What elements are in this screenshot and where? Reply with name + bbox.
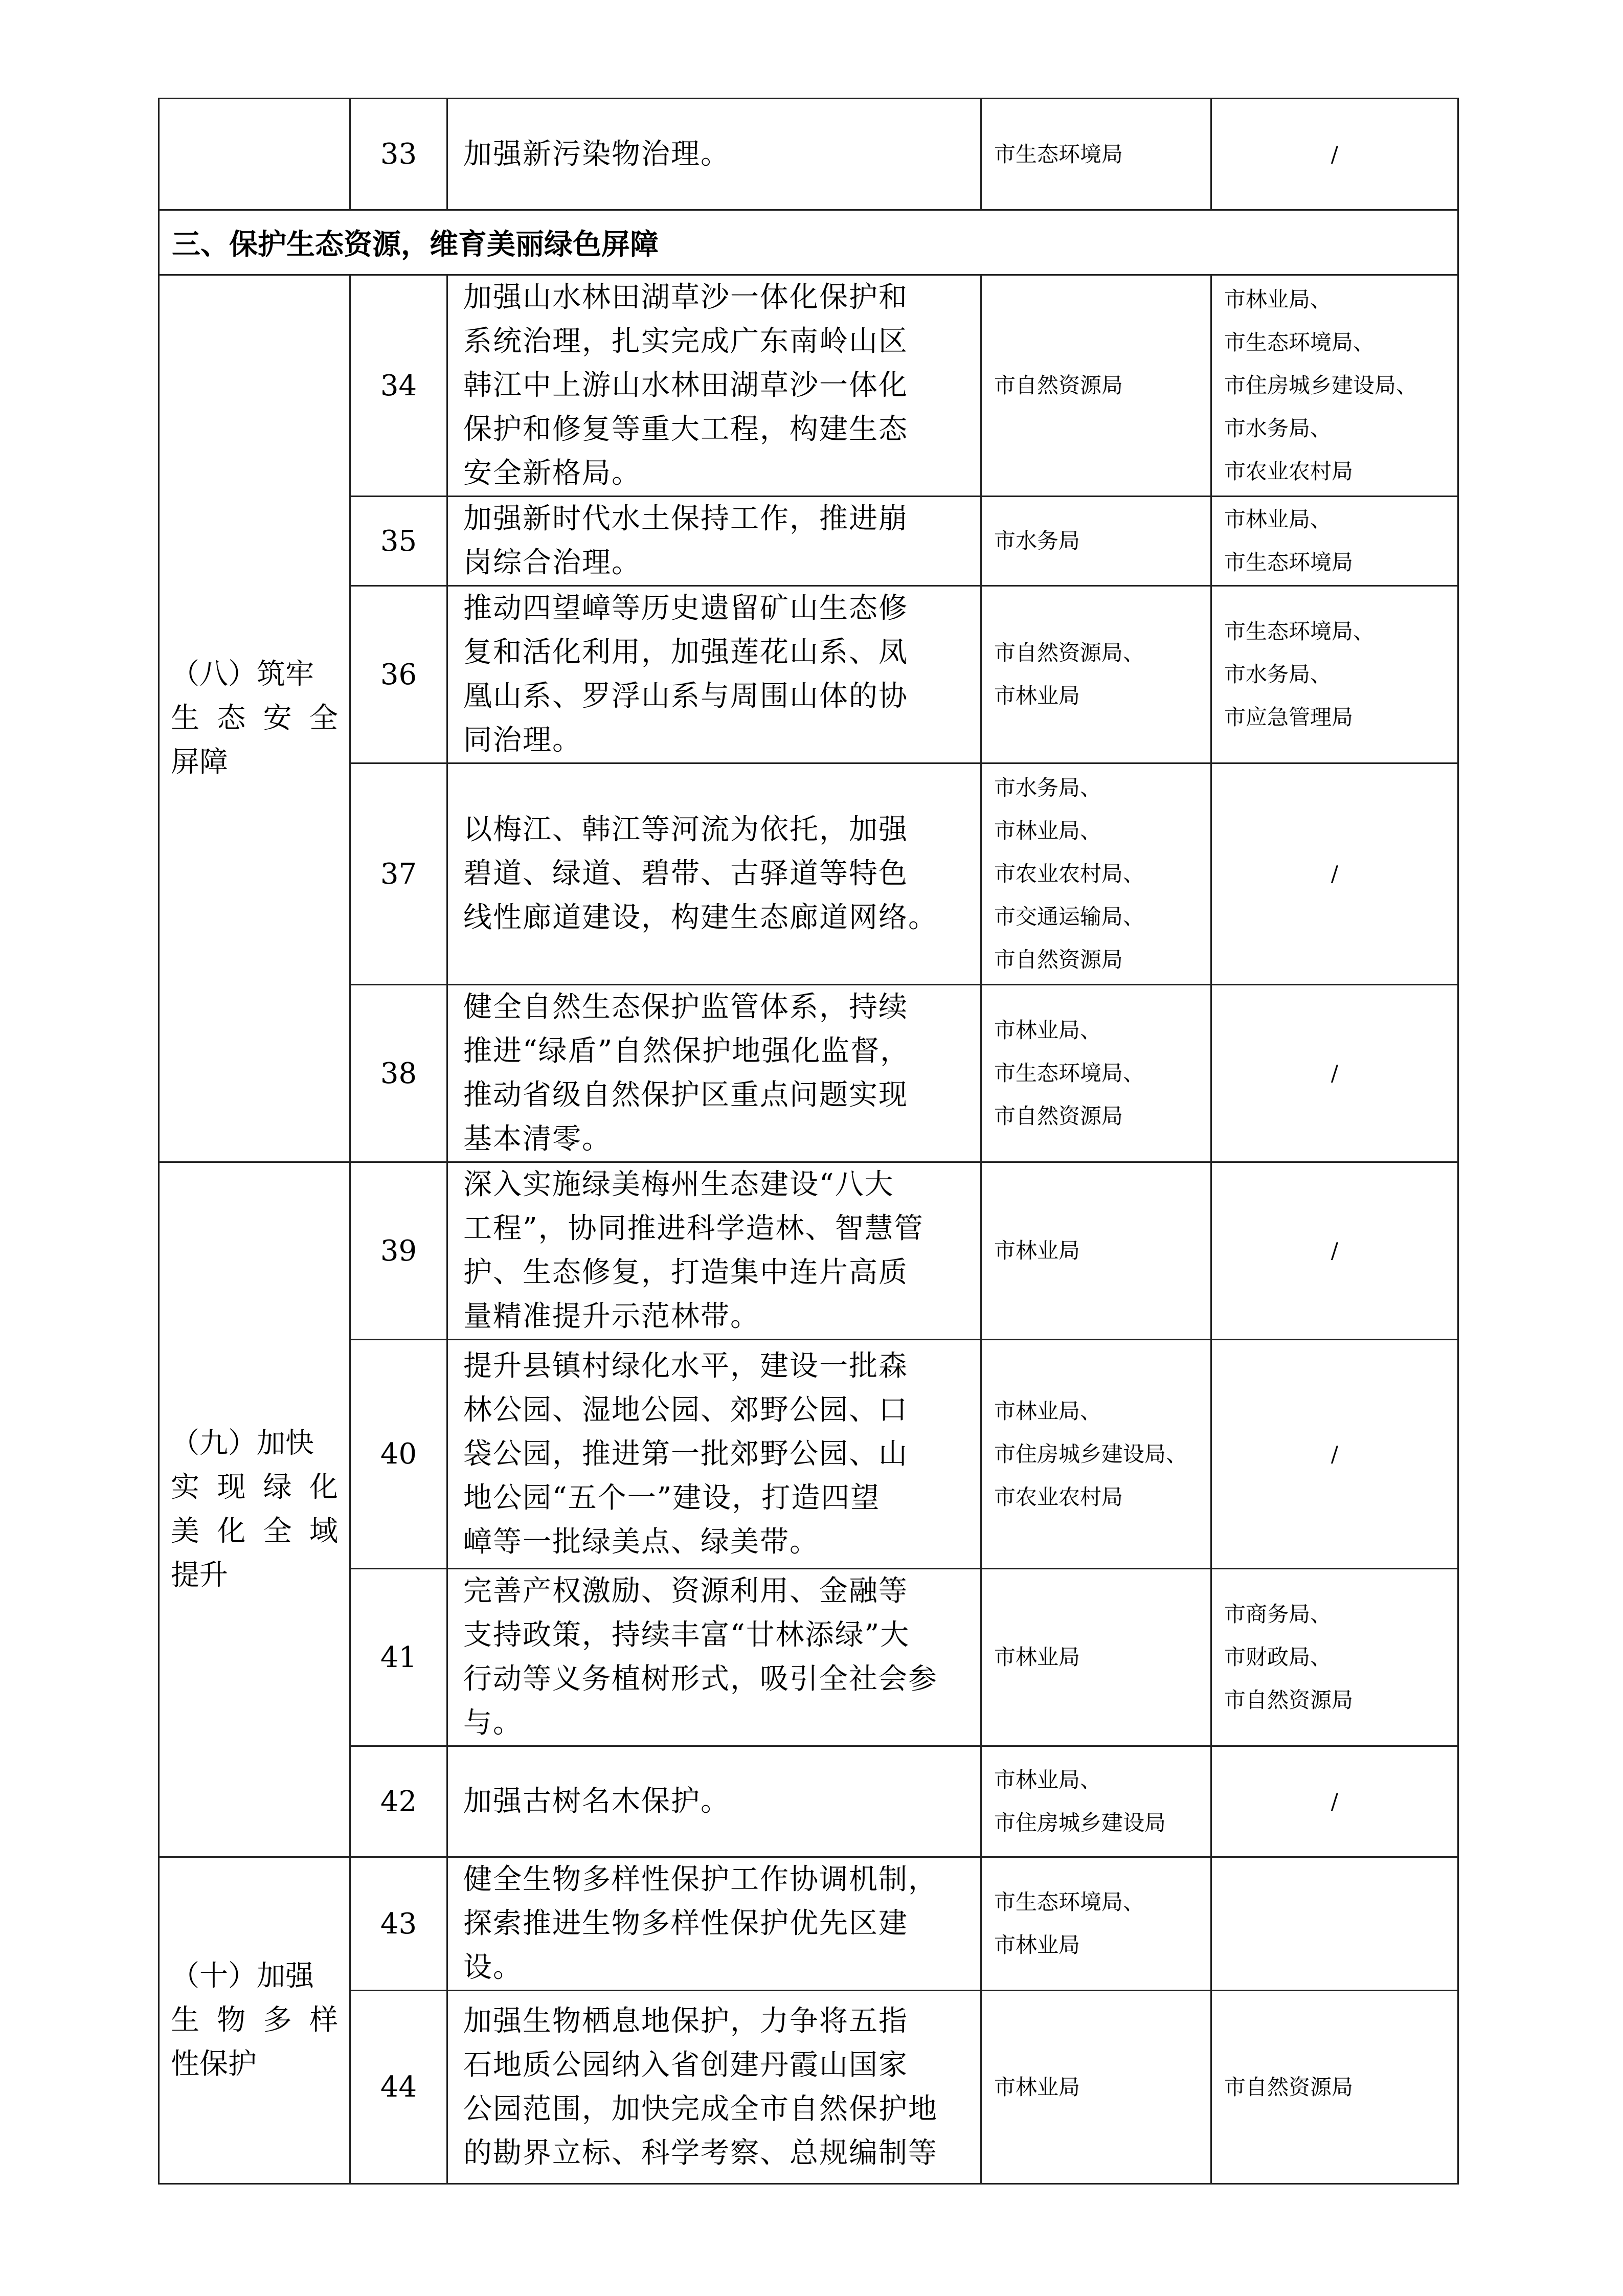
cooperating-department: / (1211, 1340, 1458, 1569)
task-description: 以梅江、韩江等河流为依托，加强 碧道、绿道、碧带、古驿道等特色 线性廊道建设，构建生态廊道网络。 (447, 763, 981, 985)
task-description: 加强古树名木保护。 (447, 1746, 981, 1857)
cooperating-department: 市林业局、 市生态环境局 (1211, 497, 1458, 586)
lead-department: 市生态环境局、 市林业局 (981, 1857, 1211, 1991)
category-cell-empty (159, 99, 350, 210)
cooperating-department: 市自然资源局 (1211, 1991, 1458, 2184)
cooperating-department: 市商务局、 市财政局、 市自然资源局 (1211, 1569, 1458, 1746)
task-description: 健全生物多样性保护工作协调机制， 探索推进生物多样性保护优先区建 设。 (447, 1857, 981, 1991)
table-row (159, 1340, 1458, 1569)
table-row (159, 1569, 1458, 1746)
category-cell: （十）加强 生物多样 性保护 (159, 1857, 350, 2184)
item-number: 35 (350, 497, 447, 586)
item-number: 34 (350, 275, 447, 497)
lead-department: 市自然资源局 (981, 275, 1211, 497)
lead-department: 市林业局、 市生态环境局、 市自然资源局 (981, 985, 1211, 1162)
task-description: 健全自然生态保护监管体系，持续 推进“绿盾”自然保护地强化监督， 推动省级自然保护区重点问题实现 基本清零。 (447, 985, 981, 1162)
lead-department: 市林业局 (981, 1569, 1211, 1746)
cooperating-department: 市生态环境局、 市水务局、 市应急管理局 (1211, 586, 1458, 763)
category-cell: （九）加快 实现绿化 美化全域 提升 (159, 1162, 350, 1857)
table-row (159, 99, 1458, 210)
lead-department: 市林业局、 市住房城乡建设局 (981, 1746, 1211, 1857)
cooperating-department: 市林业局、 市生态环境局、 市住房城乡建设局、 市水务局、 市农业农村局 (1211, 275, 1458, 497)
table-row (159, 497, 1458, 586)
lead-department: 市林业局、 市住房城乡建设局、 市农业农村局 (981, 1340, 1211, 1569)
lead-department: 市自然资源局、 市林业局 (981, 586, 1211, 763)
task-description: 加强生物栖息地保护，力争将五指 石地质公园纳入省创建丹霞山国家 公园范围，加快完成全市自然保护地 的勘界立标、科学考察、总规编制等 (447, 1991, 981, 2184)
cooperating-department: / (1211, 763, 1458, 985)
item-number: 33 (350, 99, 447, 210)
table-row (159, 1857, 1458, 1991)
table-row (159, 275, 1458, 497)
lead-department: 市水务局、 市林业局、 市农业农村局、 市交通运输局、 市自然资源局 (981, 763, 1211, 985)
item-number: 44 (350, 1991, 447, 2184)
item-number: 36 (350, 586, 447, 763)
cooperating-department: / (1211, 99, 1458, 210)
cooperating-department-empty (1211, 1857, 1458, 1991)
category-cell: （八）筑牢 生态安全 屏障 (159, 275, 350, 1162)
item-number: 37 (350, 763, 447, 985)
section-header-row (159, 210, 1458, 275)
table-row (159, 763, 1458, 985)
item-number: 43 (350, 1857, 447, 1991)
table-row (159, 985, 1458, 1162)
cooperating-department: / (1211, 1162, 1458, 1340)
item-number: 38 (350, 985, 447, 1162)
task-description: 完善产权激励、资源利用、金融等 支持政策，持续丰富“廿林添绿”大 行动等义务植树形式，吸引全社会参 与。 (447, 1569, 981, 1746)
task-description: 推动四望嶂等历史遗留矿山生态修 复和活化利用，加强莲花山系、凤 凰山系、罗浮山系与周围山体的协 同治理。 (447, 586, 981, 763)
table-row (159, 1162, 1458, 1340)
item-number: 42 (350, 1746, 447, 1857)
table-row (159, 1746, 1458, 1857)
item-number: 41 (350, 1569, 447, 1746)
lead-department: 市水务局 (981, 497, 1211, 586)
item-number: 39 (350, 1162, 447, 1340)
lead-department: 市林业局 (981, 1991, 1211, 2184)
lead-department: 市林业局 (981, 1162, 1211, 1340)
task-description: 提升县镇村绿化水平，建设一批森 林公园、湿地公园、郊野公园、口 袋公园，推进第一批郊野公园、山 地公园“五个一”建设，打造四望 嶂等一批绿美点、绿美带。 (447, 1340, 981, 1569)
table-row (159, 586, 1458, 763)
lead-department: 市生态环境局 (981, 99, 1211, 210)
task-description: 深入实施绿美梅州生态建设“八大 工程”，协同推进科学造林、智慧管 护、生态修复，打造集中连片高质 量精准提升示范林带。 (447, 1162, 981, 1340)
cooperating-department: / (1211, 985, 1458, 1162)
cooperating-department: / (1211, 1746, 1458, 1857)
task-description: 加强山水林田湖草沙一体化保护和 系统治理，扎实完成广东南岭山区 韩江中上游山水林田湖草沙一体化 保护和修复等重大工程，构建生态 安全新格局。 (447, 275, 981, 497)
task-description: 加强新时代水土保持工作，推进崩 岗综合治理。 (447, 497, 981, 586)
task-description: 加强新污染物治理。 (447, 99, 981, 210)
section-title: 三、保护生态资源，维育美丽绿色屏障 (159, 210, 1458, 275)
task-table (158, 98, 1459, 2185)
item-number: 40 (350, 1340, 447, 1569)
table-row (159, 1991, 1458, 2184)
